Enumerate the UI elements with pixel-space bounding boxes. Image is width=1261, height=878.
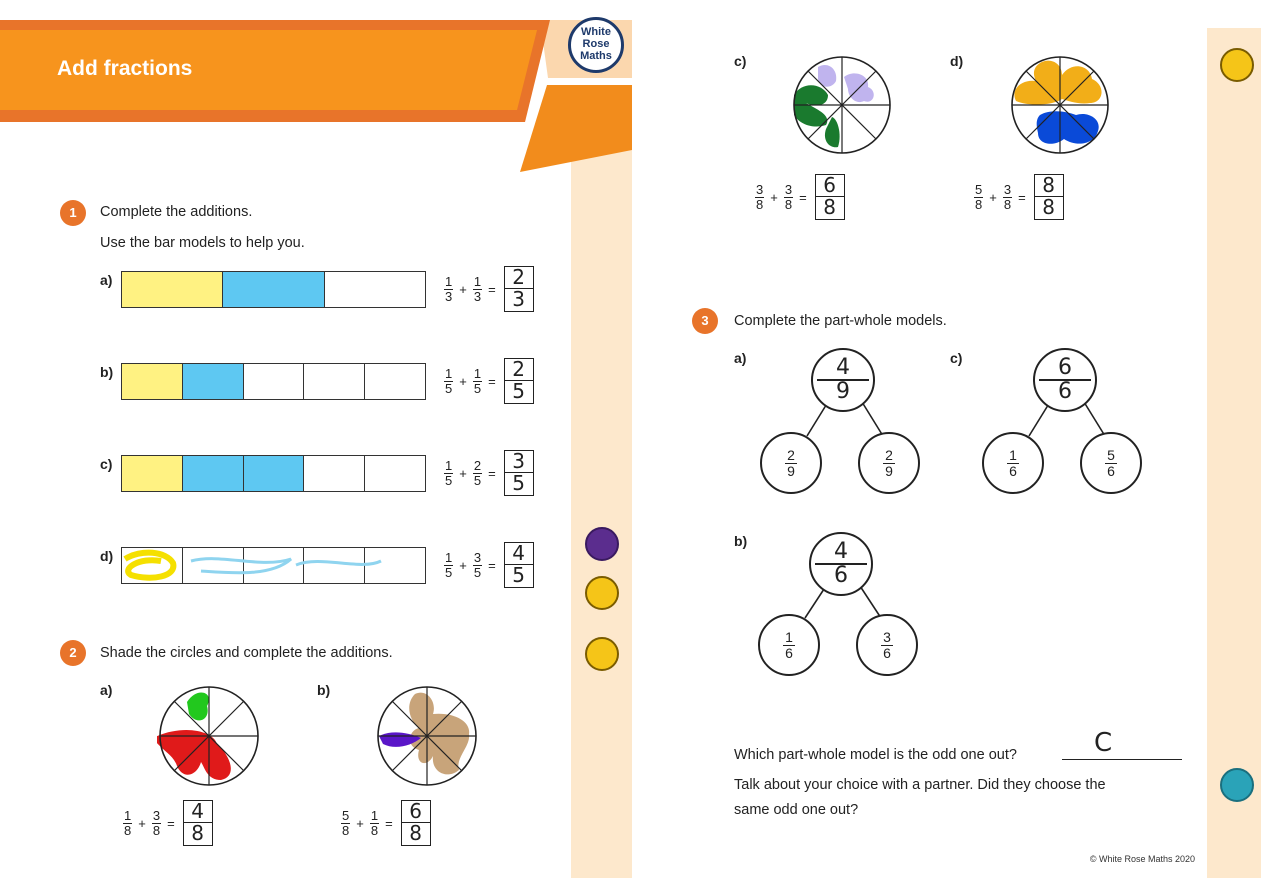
white-rose-logo: White Rose Maths	[568, 17, 624, 73]
answer-box-2d[interactable]: $\frac{8}{8}$	[1034, 174, 1064, 220]
model-b-right-part: 3 6	[856, 614, 918, 676]
question-2-instruction: Shade the circles and complete the additions.	[100, 645, 393, 661]
bar-model-a	[121, 271, 426, 308]
q2-label-d: d)	[950, 53, 964, 69]
q3-label-c: c)	[950, 350, 963, 366]
q3-label-b: b)	[734, 533, 748, 549]
odd-one-out-answer-line[interactable]	[1062, 759, 1182, 760]
q1-equation-b: $\frac{1}{5}$ + $\frac{1}{5}$ = $\frac{2}{5}$	[442, 358, 534, 404]
think-icon	[585, 527, 619, 561]
question-3-number: 3	[692, 308, 718, 334]
q1-label-b: b)	[100, 364, 114, 380]
q2-label-b: b)	[317, 682, 331, 698]
odd-one-out-answer: C	[1094, 728, 1113, 758]
question-3-instruction: Complete the part-whole models.	[734, 313, 947, 329]
right-page	[632, 0, 1261, 878]
answer-box-2c[interactable]: $\frac{6}{8}$	[815, 174, 845, 220]
answer-box-2b[interactable]: $\frac{6}{8}$	[401, 800, 431, 846]
q1-label-d: d)	[100, 548, 114, 564]
model-c-right-part: 5 6	[1080, 432, 1142, 494]
q2-equation-c: $\frac{3}{8}$ + $\frac{3}{8}$ = $\frac{6}{8}$	[753, 174, 845, 220]
question-1-sub-instruction: Use the bar models to help you.	[100, 235, 305, 251]
talk-prompt-line-1: Talk about your choice with a partner. Did they choose the	[734, 777, 1106, 793]
question-1-number: 1	[60, 200, 86, 226]
q1-equation-a: $\frac{1}{3}$ + $\frac{1}{3}$ = $\frac{2}{3}$	[442, 266, 534, 312]
bar-model-c	[121, 455, 426, 492]
pencil-icon	[585, 576, 619, 610]
answer-box-a[interactable]: $\frac{2}{3}$	[504, 266, 534, 312]
bar-d-scribbles	[121, 547, 426, 584]
circle-b[interactable]	[375, 684, 479, 788]
q1-label-a: a)	[100, 272, 113, 288]
title-banner	[0, 0, 632, 175]
answer-box-c[interactable]: $\frac{3}{5}$	[504, 450, 534, 496]
model-c-left-part: 1 6	[982, 432, 1044, 494]
question-1-instruction: Complete the additions.	[100, 204, 253, 220]
model-b-whole[interactable]: 4 6	[809, 532, 873, 596]
q1-label-c: c)	[100, 456, 113, 472]
circle-a[interactable]	[157, 684, 261, 788]
right-margin-strip	[1207, 28, 1261, 878]
talk-icon	[1220, 768, 1254, 802]
question-2-number: 2	[60, 640, 86, 666]
pencil-icon	[585, 637, 619, 671]
pencil-icon	[1220, 48, 1254, 82]
left-margin-strip	[571, 150, 632, 878]
q2-equation-d: $\frac{5}{8}$ + $\frac{3}{8}$ = $\frac{8}{8}$	[972, 174, 1064, 220]
bar-model-b	[121, 363, 426, 400]
q2-label-c: c)	[734, 53, 747, 69]
answer-box-d[interactable]: $\frac{4}{5}$	[504, 542, 534, 588]
model-c-whole[interactable]: 6 6	[1033, 348, 1097, 412]
answer-box-b[interactable]: $\frac{2}{5}$	[504, 358, 534, 404]
q2-equation-b: $\frac{5}{8}$ + $\frac{1}{8}$ = $\frac{6}{8}$	[339, 800, 431, 846]
model-a-whole[interactable]: 4 9	[811, 348, 875, 412]
part-whole-lines	[632, 0, 1207, 700]
q3-label-a: a)	[734, 350, 747, 366]
answer-box-2a[interactable]: $\frac{4}{8}$	[183, 800, 213, 846]
model-a-right-part: 2 9	[858, 432, 920, 494]
page-title: Add fractions	[57, 57, 193, 80]
copyright-notice: © White Rose Maths 2020	[1089, 854, 1195, 864]
q2-equation-a: $\frac{1}{8}$ + $\frac{3}{8}$ = $\frac{4}{8}$	[121, 800, 213, 846]
talk-prompt-line-2: same odd one out?	[734, 802, 859, 818]
q1-equation-c: $\frac{1}{5}$ + $\frac{2}{5}$ = $\frac{3}{5}$	[442, 450, 534, 496]
q2-label-a: a)	[100, 682, 113, 698]
model-a-left-part: 2 9	[760, 432, 822, 494]
odd-one-out-question: Which part-whole model is the odd one out?	[734, 747, 1017, 763]
model-b-left-part: 1 6	[758, 614, 820, 676]
q1-equation-d: $\frac{1}{5}$ + $\frac{3}{5}$ = $\frac{4}{5}$	[442, 542, 534, 588]
